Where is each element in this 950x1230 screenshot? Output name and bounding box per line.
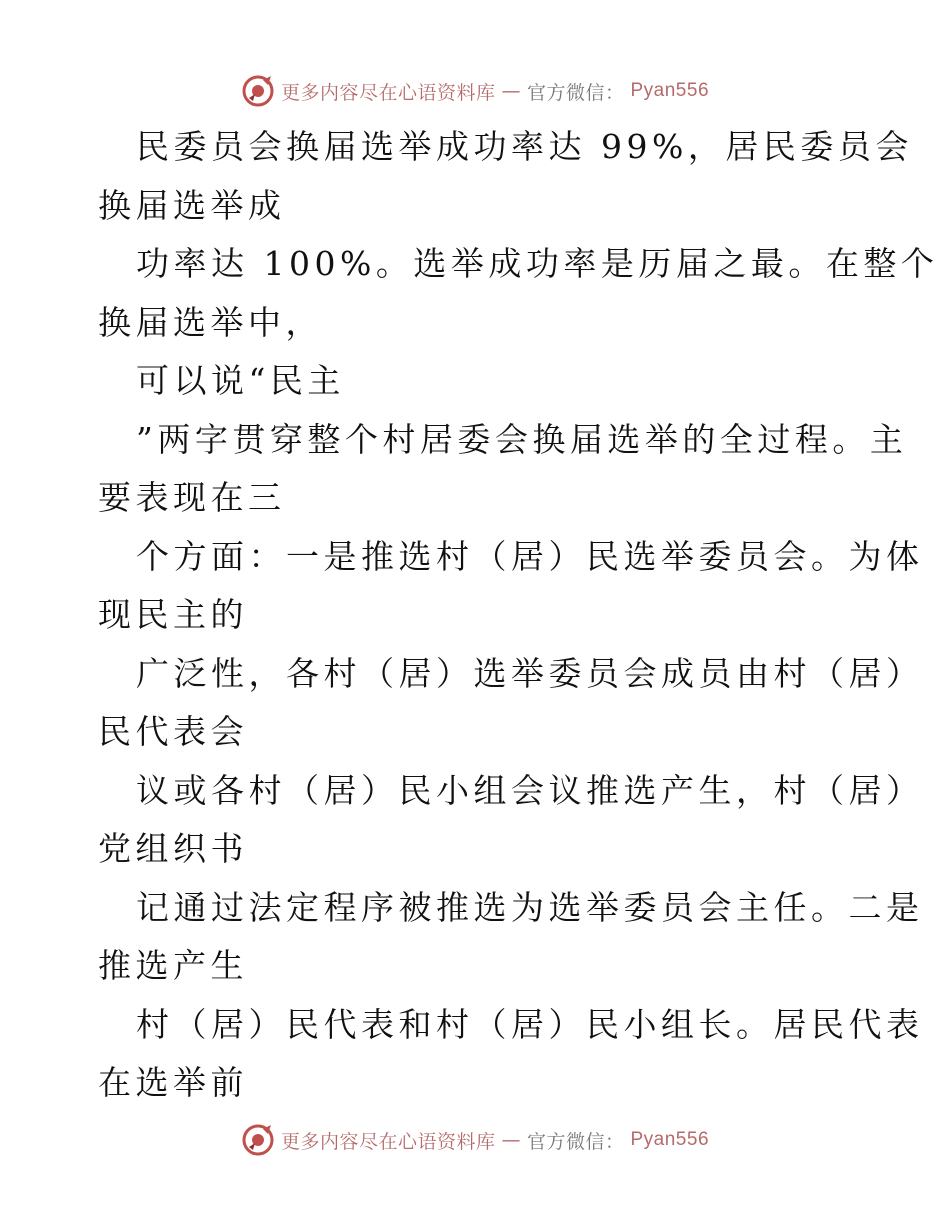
text-line: 个方面：一是推选村（居）民选举委员会。为体 — [136, 536, 924, 576]
header-watermark — [0, 71, 950, 111]
header-wechat-id: Pyan556 — [630, 80, 710, 101]
red-pen-seal-icon — [241, 74, 275, 108]
text-line: 要表现在三 — [98, 478, 286, 517]
text-line: 民委员会换届选举成功率达 99%，居民委员会 — [136, 127, 913, 166]
text-line: 换届选举中， — [98, 302, 323, 342]
text-line: ”两字贯穿整个村居委会换届选举的全过程。主 — [136, 419, 908, 459]
text-line: 党组织书 — [98, 829, 248, 868]
red-pen-seal-icon — [241, 1123, 275, 1157]
header-separator: — — [501, 80, 521, 102]
text-line: 村（居）民代表和村（居）民小组长。居民代表 — [136, 1004, 924, 1044]
document-body — [98, 118, 939, 1113]
header-site-text: 更多内容尽在心语资料库 — [280, 81, 496, 104]
text-line: 记通过法定程序被推选为选举委员会主任。二是 — [136, 887, 924, 927]
text-line: 换届选举成 — [98, 185, 286, 225]
footer-wechat-id: Pyan556 — [630, 1129, 710, 1150]
footer-site-text: 更多内容尽在心语资料库 — [280, 1130, 496, 1153]
text-line: 在选举前 — [98, 1063, 248, 1102]
footer-wechat-label: 官方微信： — [526, 1130, 625, 1153]
footer-watermark — [0, 1120, 950, 1160]
text-line: 议或各村（居）民小组会议推选产生，村（居） — [136, 770, 924, 810]
text-line: 可以说“民主 — [136, 361, 345, 400]
header-wechat-label: 官方微信： — [526, 81, 625, 104]
footer-separator: — — [501, 1129, 521, 1151]
text-line: 现民主的 — [98, 595, 248, 634]
text-line: 广泛性，各村（居）选举委员会成员由村（居） — [136, 653, 924, 693]
text-line: 功率达 100%。选举成功率是历届之最。在整个 — [136, 244, 939, 283]
text-line: 推选产生 — [98, 946, 248, 985]
text-line: 民代表会 — [98, 712, 248, 751]
